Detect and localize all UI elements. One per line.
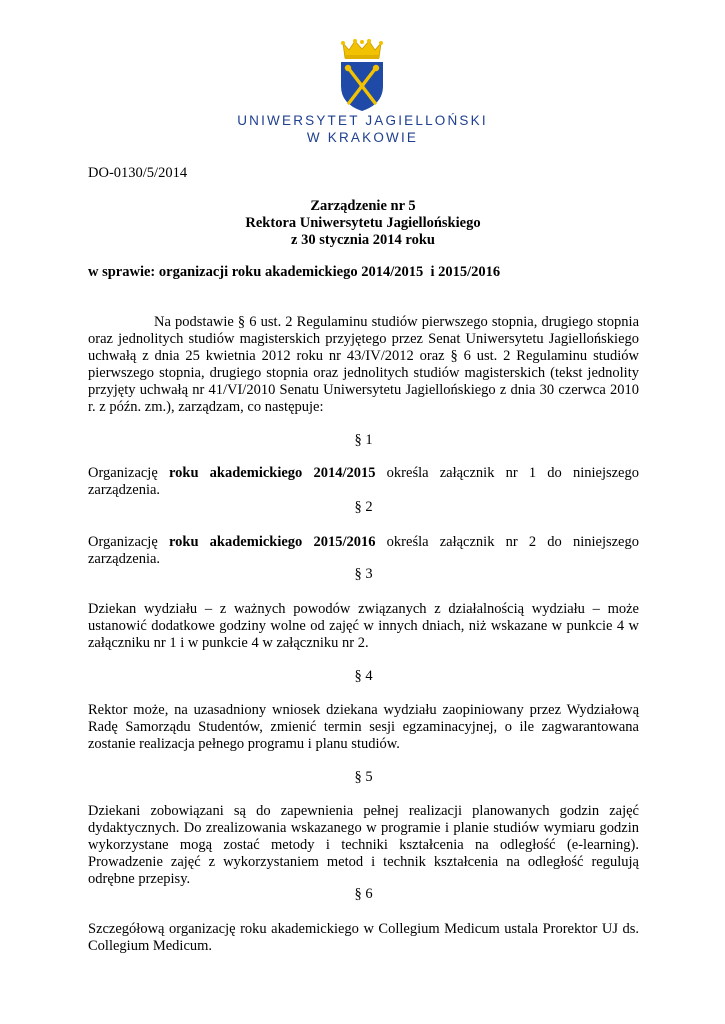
section-mark-4: § 4 <box>354 668 373 684</box>
section-1-paragraph <box>88 465 639 499</box>
section-mark-1: § 1 <box>354 432 373 448</box>
university-name-line1: UNIWERSYTET JAGIELLOŃSKI <box>237 113 488 128</box>
section-2-pre: Organizację <box>88 534 169 550</box>
title-line1: Zarządzenie nr 5 <box>310 198 416 214</box>
section-3-paragraph: Dziekan wydziału – z ważnych powodów związanych z działalnością wydziału – może ustanowić dodatkowe godziny wolne od zajęć w innych dniach, niż wskazane w punkcie 4 w załączniku nr 1 i w punkcie 4 w załączniku nr 2. <box>88 601 639 651</box>
section-2-paragraph <box>88 534 639 568</box>
section-5-paragraph: Dziekani zobowiązani są do zapewnienia pełnej realizacji planowanych godzin zajęć dydaktycznych. Do zrealizowania wskazanego w programie i planie studiów wymiaru godzin wykorzystane mogą zostać metody i techniki kształcenia na odległość (e-learning). Prowadzenie zajęć z wykorzystaniem metod i technik kształcenia na odległość regulują odrębne przepisy. <box>88 803 639 887</box>
section-mark-6: § 6 <box>354 886 373 902</box>
section-mark-3: § 3 <box>354 566 373 582</box>
section-2-bold: roku akademickiego 2015/2016 <box>168 534 376 550</box>
document-title <box>88 198 638 249</box>
section-4-paragraph: Rektor może, na uzasadniony wniosek dziekana wydziału zaopiniowany przez Wydziałową Radę Samorządu Studentów, zmienić termin sesji egzaminacyjnej, o ile zagwarantowana zostanie realizacja pełnego programu i planu studiów. <box>88 702 639 752</box>
section-1-bold: roku akademickiego 2014/2015 <box>168 465 376 481</box>
section-1-pre: Organizację <box>88 465 169 481</box>
university-name-line2: W KRAKOWIE <box>306 130 419 145</box>
university-crest-icon <box>338 38 386 112</box>
title-line3: z 30 stycznia 2014 roku <box>291 232 435 248</box>
section-mark-5: § 5 <box>354 769 373 785</box>
university-name <box>200 112 525 146</box>
title-line2: Rektora Uniwersytetu Jagiellońskiego <box>245 215 481 231</box>
intro-paragraph: Na podstawie § 6 ust. 2 Regulaminu studiów pierwszego stopnia, drugiego stopnia oraz jednolitych studiów magisterskich przyjętego przez Senat Uniwersytetu Jagiellońskiego uchwałą z dnia 25 kwietnia 2012 roku nr 43/IV/2012 oraz § 6 ust. 2 Regulaminu studiów pierwszego stopnia, drugiego stopnia oraz jednolitych studiów magisterskich (tekst jednolity przyjęty uchwałą nr 41/VI/2010 Senatu Uniwersytetu Jagiellońskiego z dnia 30 czerwca 2010 r. z późn. zm.), zarządzam, co następuje: <box>88 314 639 415</box>
section-1-post: określa załącznik nr 1 do niniejszego zarządzenia. <box>88 465 639 498</box>
section-6-paragraph: Szczegółową organizację roku akademickiego w Collegium Medicum ustala Prorektor UJ ds. Collegium Medicum. <box>88 921 639 954</box>
section-2-post: określa załącznik nr 2 do niniejszego zarządzenia. <box>88 534 639 567</box>
document-subject: w sprawie: organizacji roku akademickiego 2014/2015 i 2015/2016 <box>88 264 501 280</box>
document-reference: DO-0130/5/2014 <box>88 165 188 181</box>
section-mark-2: § 2 <box>354 499 373 515</box>
